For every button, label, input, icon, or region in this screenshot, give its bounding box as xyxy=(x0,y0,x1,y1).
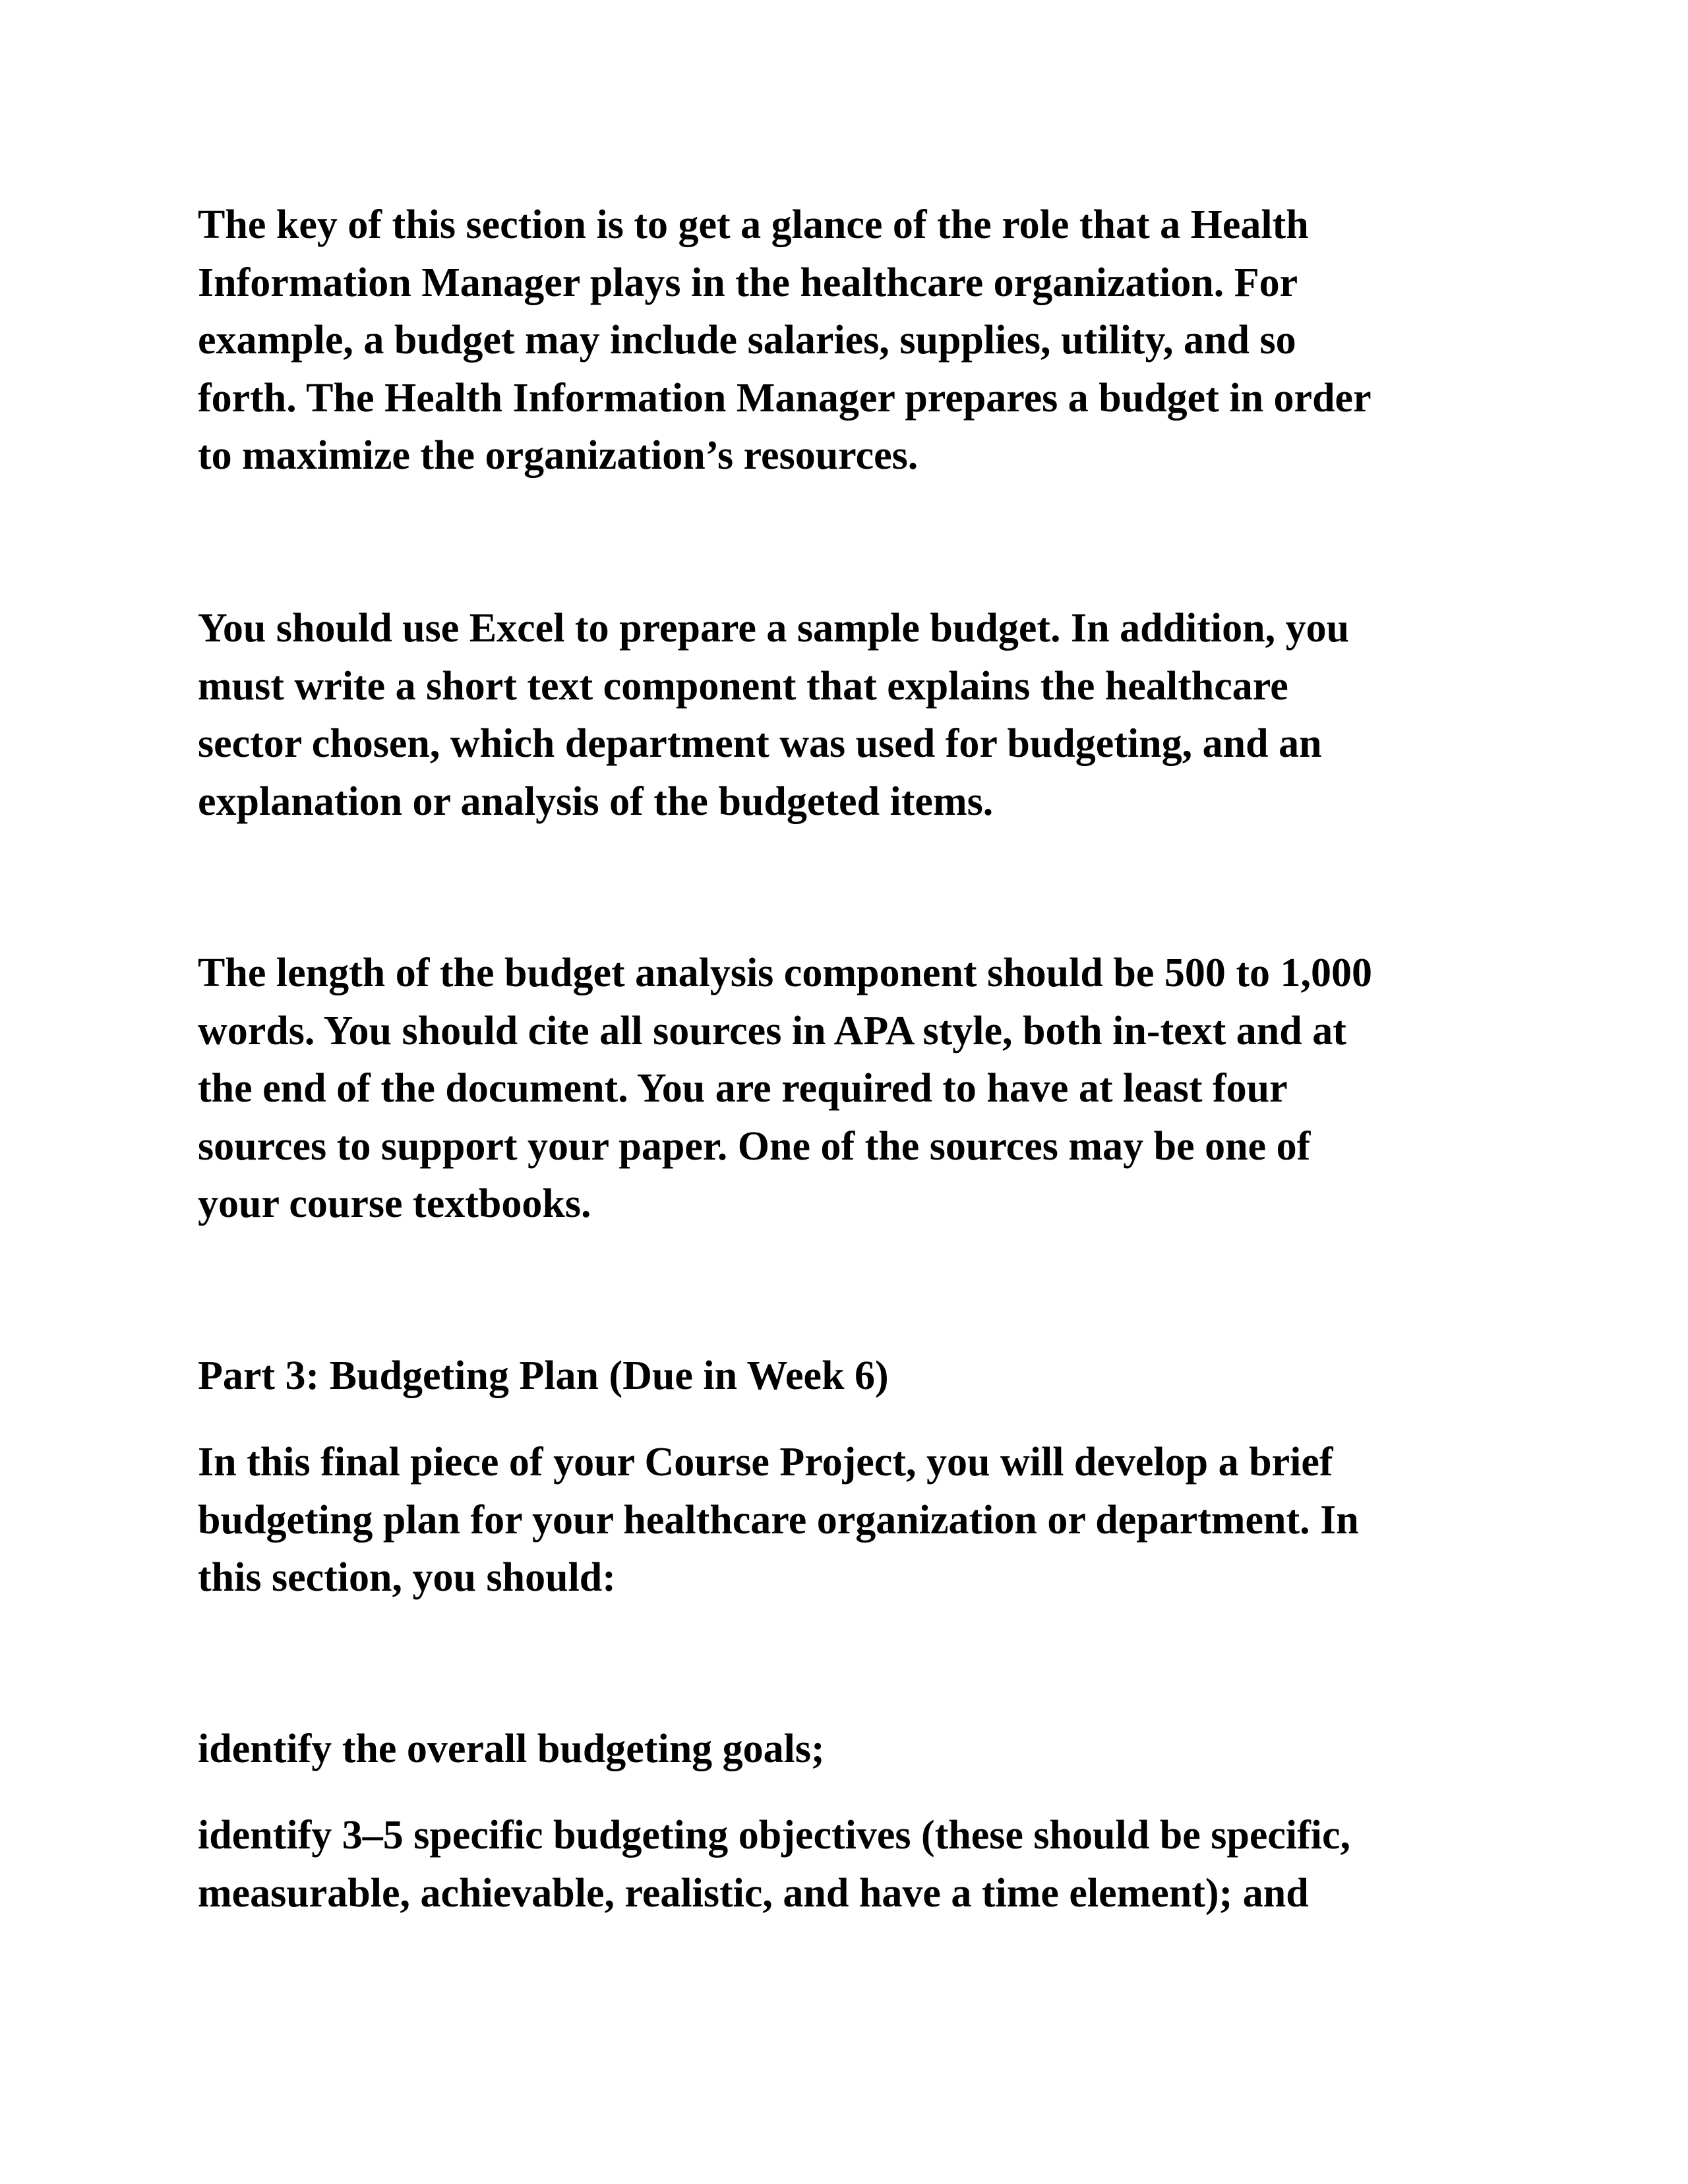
text-line: sector chosen, which department was used for budgeting, and an xyxy=(198,721,1322,766)
text-line: example, a budget may include salaries, supplies, utility, and so xyxy=(198,318,1296,363)
text-line: identify 3–5 specific budgeting objectives (these should be specific, xyxy=(198,1813,1350,1858)
section-heading-part-3 xyxy=(198,1347,1517,1405)
text-line: your course textbooks. xyxy=(198,1181,591,1226)
text-line: the end of the document. You are required to have at least four xyxy=(198,1066,1288,1111)
text-line: measurable, achievable, realistic, and have a time element); and xyxy=(198,1870,1309,1916)
text-line: to maximize the organization’s resources. xyxy=(198,433,919,478)
list-item-goals xyxy=(198,1721,1517,1779)
text-line: this section, you should: xyxy=(198,1555,616,1600)
text-line: sources to support your paper. One of the sources may be one of xyxy=(198,1123,1311,1169)
paragraph-part3-intro xyxy=(198,1434,1517,1607)
text-line: In this final piece of your Course Project, you will develop a brief xyxy=(198,1440,1333,1485)
text-line: explanation or analysis of the budgeted items. xyxy=(198,779,994,824)
text-line: must write a short text component that explains the healthcare xyxy=(198,663,1288,709)
text-line: You should use Excel to prepare a sample budget. In addition, you xyxy=(198,606,1350,651)
text-line: words. You should cite all sources in APA style, both in-text and at xyxy=(198,1008,1346,1053)
text-line: Information Manager plays in the healthcare organization. For xyxy=(198,260,1298,305)
paragraph-length-requirements xyxy=(198,945,1517,1233)
text-line: identify the overall budgeting goals; xyxy=(198,1727,825,1771)
text-line: The length of the budget analysis component should be 500 to 1,000 xyxy=(198,951,1373,995)
paragraph-role-of-him xyxy=(198,196,1517,485)
text-line: The key of this section is to get a glance of the role that a Health xyxy=(198,202,1309,247)
text-line: Part 3: Budgeting Plan (Due in Week 6) xyxy=(198,1353,889,1398)
paragraph-excel-budget xyxy=(198,600,1517,831)
text-line: budgeting plan for your healthcare organization or department. In xyxy=(198,1497,1359,1543)
list-item-objectives xyxy=(198,1807,1517,1922)
text-line: forth. The Health Information Manager prepares a budget in order xyxy=(198,375,1372,421)
